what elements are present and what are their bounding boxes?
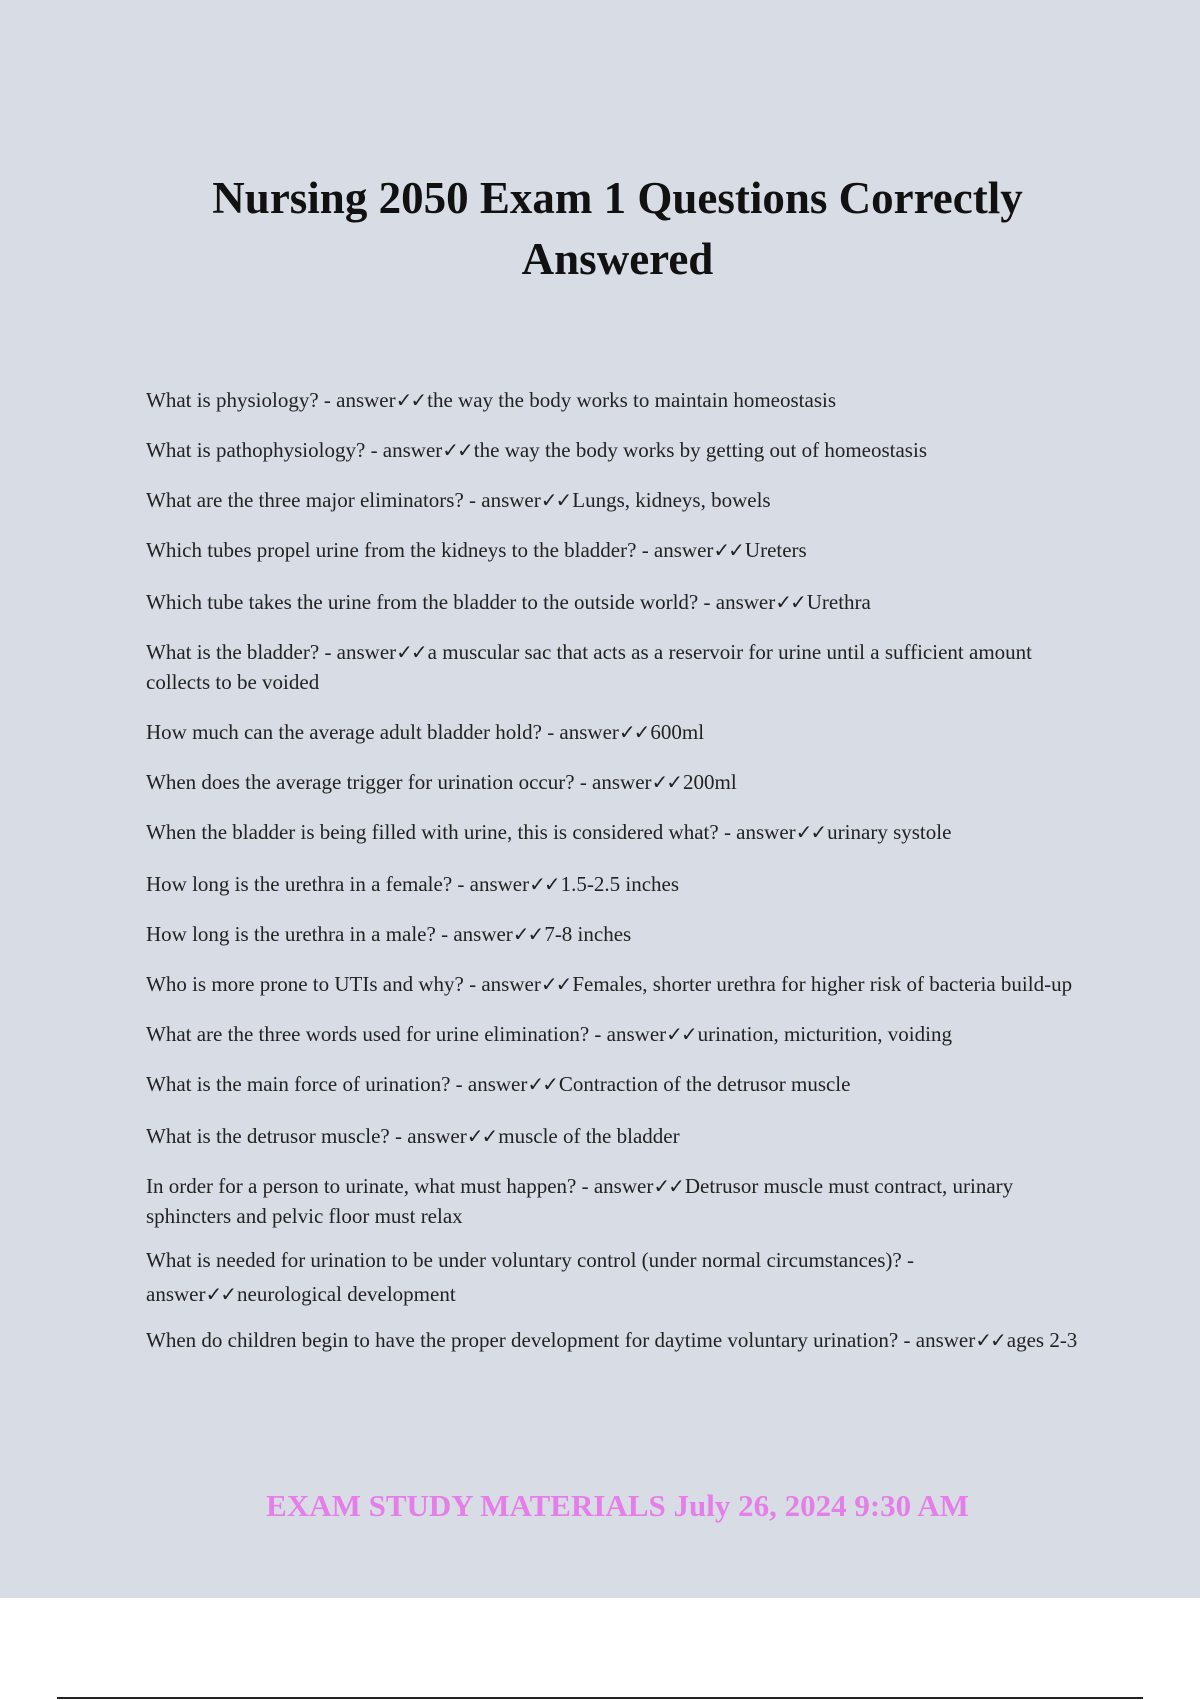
answer-marker: - answer	[389, 1124, 467, 1148]
answer-marker: - answer	[698, 590, 776, 614]
document-title: Nursing 2050 Exam 1 Questions Correctly Answered	[212, 173, 1023, 284]
question-text: What is the detrusor muscle?	[146, 1124, 390, 1148]
qa-item	[146, 435, 1086, 465]
answer-marker: - answer	[718, 820, 796, 844]
qa-item	[146, 767, 1086, 797]
answer-marker: - answer	[365, 438, 443, 462]
double-check-icon: ✓✓	[666, 1022, 696, 1046]
answer-text: Females, shorter urethra for higher risk of bacteria build-up	[572, 972, 1073, 996]
qa-item	[146, 587, 1086, 617]
answer-marker: - answer	[541, 720, 619, 744]
answer-text: urination, micturition, voiding	[697, 1022, 952, 1046]
answer-marker: - answer	[463, 972, 541, 996]
question-text: What are the three major eliminators?	[146, 488, 464, 512]
answer-marker: - answer	[898, 1328, 976, 1352]
answer-marker: - answer	[589, 1022, 667, 1046]
double-check-icon: ✓✓	[618, 720, 649, 744]
double-check-icon: ✓✓	[395, 388, 426, 412]
qa-item	[146, 919, 1086, 949]
answer-text: the way the body works to maintain homeostasis	[427, 388, 836, 412]
question-text: How much can the average adult bladder hold?	[146, 720, 542, 744]
double-check-icon: ✓✓	[529, 872, 559, 896]
answer-text: Contraction of the detrusor muscle	[558, 1072, 851, 1096]
qa-item	[146, 1121, 1086, 1151]
double-check-icon: ✓✓	[653, 1174, 683, 1198]
qa-item	[146, 485, 1086, 515]
double-check-icon: ✓✓	[466, 1124, 497, 1148]
qa-item	[146, 717, 1086, 747]
answer-text: ages 2-3	[1006, 1328, 1078, 1352]
question-text: How long is the urethra in a female?	[146, 872, 453, 896]
double-check-icon: ✓✓	[205, 1282, 235, 1306]
qa-item	[146, 637, 1086, 697]
qa-item	[146, 969, 1086, 999]
qa-item	[146, 869, 1086, 899]
question-text: How long is the urethra in a male?	[146, 922, 436, 946]
answer-marker: - answer	[450, 1072, 528, 1096]
answer-text: 1.5-2.5 inches	[560, 872, 680, 896]
answer-text: 200ml	[683, 770, 737, 794]
answer-text: 600ml	[650, 720, 705, 744]
double-check-icon: ✓✓	[540, 488, 571, 512]
answer-marker: - answer	[574, 770, 652, 794]
answer-text: 7-8 inches	[544, 922, 632, 946]
question-text: When do children begin to have the proper development for daytime voluntary urination?	[146, 1328, 899, 1352]
question-text: In order for a person to urinate, what must happen?	[146, 1174, 577, 1198]
double-check-icon: ✓✓	[442, 438, 472, 462]
qa-item	[146, 1243, 1086, 1311]
answer-marker: - answer	[318, 388, 396, 412]
answer-marker: - answer	[435, 922, 513, 946]
double-check-icon: ✓✓	[713, 538, 743, 562]
question-text: What are the three words used for urine elimination?	[146, 1022, 590, 1046]
double-check-icon: ✓✓	[512, 922, 543, 946]
qa-item	[146, 1019, 1086, 1049]
answer-text: Detrusor muscle must contract, urinary sphincters and pelvic floor must relax	[146, 1174, 1014, 1228]
question-text: What is physiology?	[146, 388, 319, 412]
double-check-icon: ✓✓	[651, 770, 682, 794]
answer-text: Ureters	[744, 538, 807, 562]
answer-marker: - answer	[319, 640, 397, 664]
qa-item	[146, 1069, 1086, 1099]
bottom-rule	[57, 1697, 1143, 1699]
double-check-icon: ✓✓	[396, 640, 426, 664]
question-text: Which tubes propel urine from the kidneys to the bladder?	[146, 538, 637, 562]
answer-text: a muscular sac that acts as a reservoir for urine until a sufficient amount collects to be voided	[146, 640, 1032, 694]
double-check-icon: ✓✓	[775, 590, 805, 614]
double-check-icon: ✓✓	[795, 820, 826, 844]
answer-marker: - answer	[146, 1248, 914, 1306]
qa-item	[146, 535, 1086, 565]
question-text: What is the main force of urination?	[146, 1072, 451, 1096]
answer-text: Urethra	[806, 590, 871, 614]
footer-stamp: EXAM STUDY MATERIALS July 26, 2024 9:30 AM	[266, 1488, 969, 1523]
answer-text: the way the body works by getting out of homeostasis	[473, 438, 927, 462]
double-check-icon: ✓✓	[540, 972, 571, 996]
answer-marker: - answer	[463, 488, 541, 512]
answer-text: Lungs, kidneys, bowels	[572, 488, 771, 512]
answer-text: neurological development	[237, 1282, 456, 1306]
qa-item	[146, 817, 1086, 847]
question-text: What is pathophysiology?	[146, 438, 366, 462]
qa-item	[146, 1323, 1086, 1357]
question-text: What is the bladder?	[146, 640, 320, 664]
double-check-icon: ✓✓	[975, 1328, 1005, 1352]
qa-list	[146, 385, 1086, 1357]
double-check-icon: ✓✓	[527, 1072, 557, 1096]
answer-marker: - answer	[452, 872, 530, 896]
question-text: When does the average trigger for urination occur?	[146, 770, 575, 794]
answer-text: urinary systole	[827, 820, 952, 844]
answer-marker: - answer	[636, 538, 714, 562]
qa-item	[146, 1171, 1086, 1231]
question-text: Which tube takes the urine from the bladder to the outside world?	[146, 590, 699, 614]
answer-marker: - answer	[576, 1174, 654, 1198]
answer-text: muscle of the bladder	[498, 1124, 680, 1148]
question-text: When the bladder is being filled with urine, this is considered what?	[146, 820, 719, 844]
question-text: What is needed for urination to be under voluntary control (under normal circumstances)?	[146, 1248, 902, 1272]
question-text: Who is more prone to UTIs and why?	[146, 972, 464, 996]
qa-item	[146, 385, 1086, 415]
